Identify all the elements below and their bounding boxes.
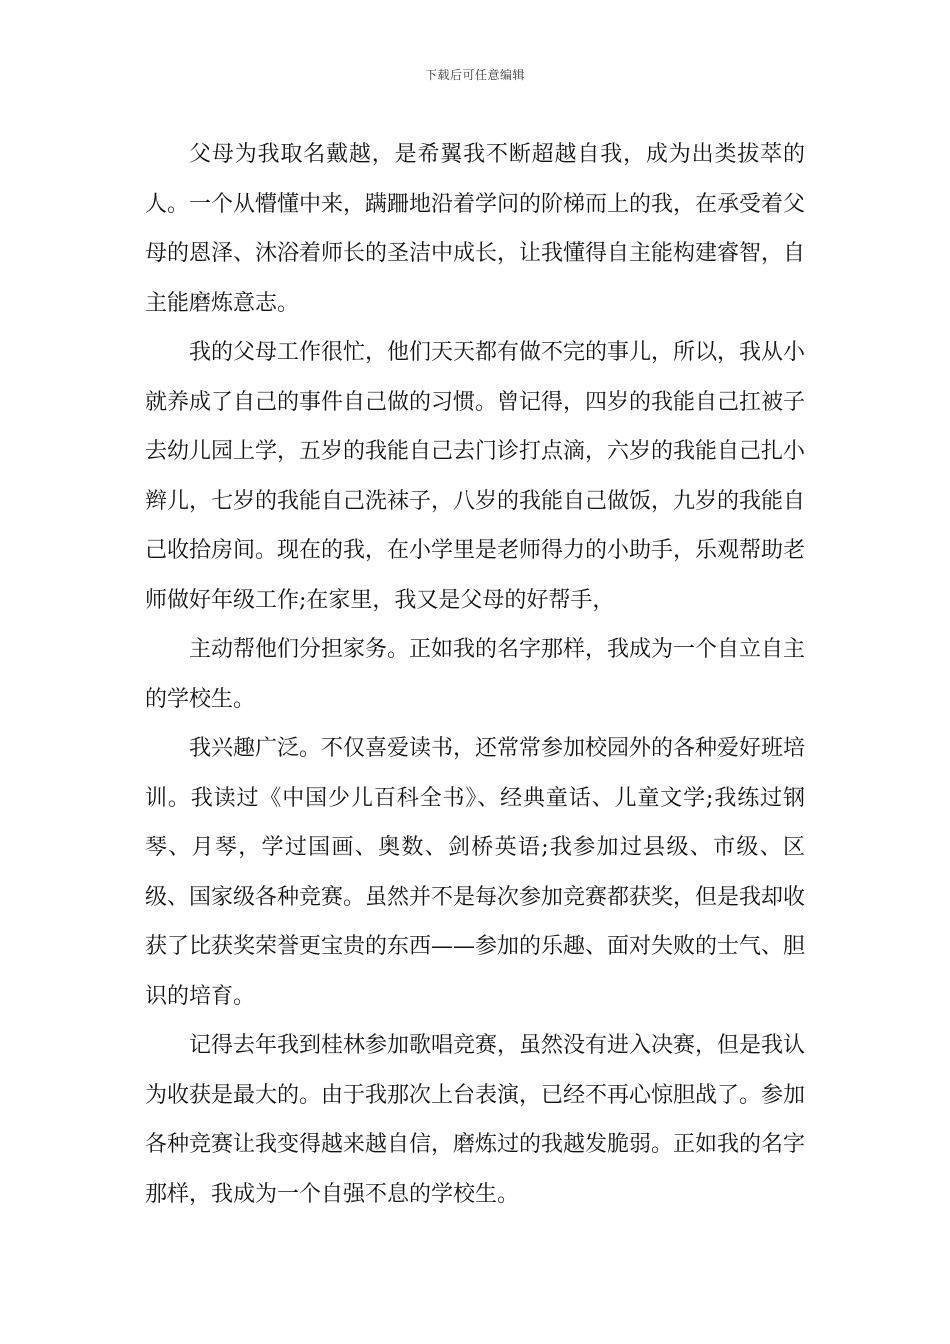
paragraph-1: 父母为我取名戴越，是希翼我不断超越自我，成为出类拔萃的人。一个从懵懂中来，蹒跚地沿着学问的阶梯而上的我，在承受着父母的恩泽、沐浴着师长的圣洁中成长，让我懂得自主能构建睿智，自主能磨炼意志。 [145,142,806,316]
paragraph-2: 我的父母工作很忙，他们天天都有做不完的事儿，所以，我从小就养成了自己的事件自己做的习惯。曾记得，四岁的我能自己扛被子去幼儿园上学，五岁的我能自己去门诊打点滴，六岁的我能自己扎小辫儿，七岁的我能自己洗袜子，八岁的我能自己做饭，九岁的我能自己收拾房间。现在的我，在小学里是老师得力的小助手，乐观帮助老师做好年级工作;在家里，我又是父母的好帮手， [145,340,806,613]
paragraph-4: 我兴趣广泛。不仅喜爱读书，还常常参加校园外的各种爱好班培训。我读过《中国少儿百科全书》、经典童话、儿童文学;我练过钢琴、月琴，学过国画、奥数、剑桥英语;我参加过县级、市级、区级、国家级各种竞赛。虽然并不是每次参加竞赛都获奖，但是我却收获了比获奖荣誉更宝贵的东西——参加的乐趣、面对失败的士气、胆识的培育。 [145,736,806,1009]
paragraph-3: 主动帮他们分担家务。正如我的名字那样，我成为一个自立自主的学校生。 [145,637,806,712]
document-body [145,130,805,1219]
paragraph-5: 记得去年我到桂林参加歌唱竞赛，虽然没有进入决赛，但是我认为收获是最大的。由于我那次上台表演，已经不再心惊胆战了。参加各种竞赛让我变得越来越自信，磨炼过的我越发脆弱。正如我的名字那样，我成为一个自强不息的学校生。 [145,1033,806,1207]
page-header: 下载后可任意编辑 [424,68,525,82]
